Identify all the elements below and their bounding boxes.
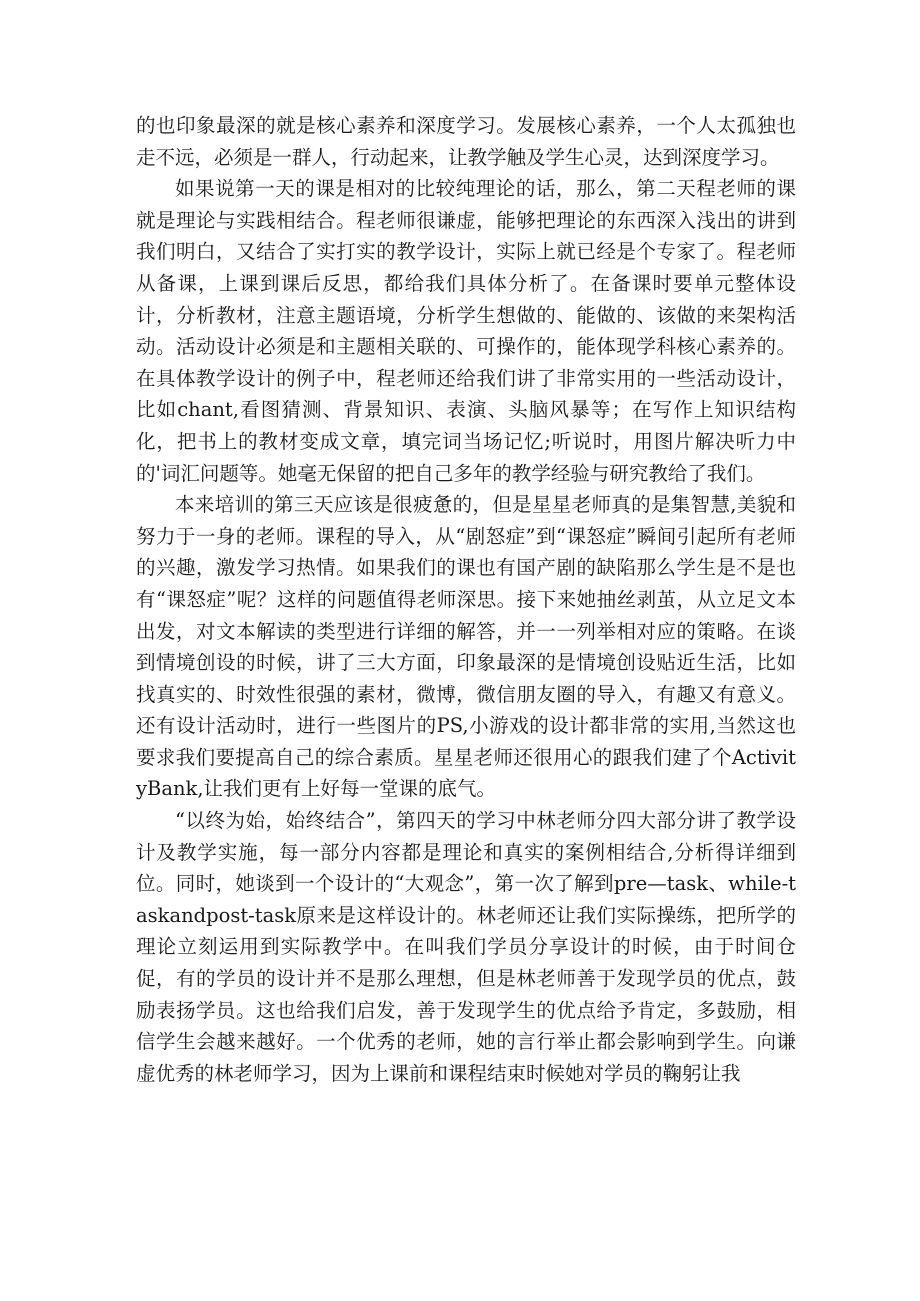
paragraph-day-three: 本来培训的第三天应该是很疲惫的，但是星星老师真的是集智慧,美貌和努力于一身的老师。课程的导入，从“剧怒症”到“课怒症”瞬间引起所有老师的兴趣，激发学习热情。如果我们的课也有国产剧的缺陷那么学生是不是也有“课怒症”呢？这样的问题值得老师深思。接下来她抽丝剥茧，从立足文本出发，对文本解读的类型进行详细的解答，并一一列举相对应的策略。在谈到情境创设的时候，讲了三大方面，印象最深的是情境创设贴近生活，比如找真实的、时效性很强的素材，微博，微信朋友圈的导入，有趣又有意义。还有设计活动时，进行一些图片的PS,小游戏的设计都非常的实用,当然这也要求我们要提高自己的综合素质。星星老师还很用心的跟我们建了个ActivityBank,让我们更有上好每一堂课的底气。 [136,493,796,801]
body-text [136,110,796,1089]
paragraph-continuation: 的也印象最深的就是核心素养和深度学习。发展核心素养，一个人太孤独也走不远，必须是一群人，行动起来，让教学触及学生心灵，达到深度学习。 [136,114,796,169]
paragraph-day-two: 如果说第一天的课是相对的比较纯理论的话，那么，第二天程老师的课就是理论与实践相结合。程老师很谦虚，能够把理论的东西深入浅出的讲到我们明白，又结合了实打实的教学设计，实际上就已经是个专家了。程老师从备课，上课到课后反思，都给我们具体分析了。在备课时要单元整体设计，分析教材，注意主题语境，分析学生想做的、能做的、该做的来架构活动。活动设计必须是和主题相关联的、可操作的，能体现学科核心素养的。在具体教学设计的例子中，程老师还给我们讲了非常实用的一些活动设计，比如chant,看图猜测、背景知识、表演、头脑风暴等；在写作上知识结构化，把书上的教材变成文章，填完词当场记忆;听说时，用图片解决听力中的'词汇问题等。她毫无保留的把自己多年的教学经验与研究教给了我们。 [136,177,796,485]
paragraph-day-four: “以终为始，始终结合”，第四天的学习中林老师分四大部分讲了教学设计及教学实施，每一部分内容都是理论和真实的案例相结合,分析得详细到位。同时，她谈到一个设计的“大观念”，第一次了解到pre—task、while-taskandpost-task原来是这样设计的。林老师还让我们实际操练，把所学的理论立刻运用到实际教学中。在叫我们学员分享设计的时候，由于时间仓促，有的学员的设计并不是那么理想，但是林老师善于发现学员的优点，鼓励表扬学员。这也给我们启发，善于发现学生的优点给予肯定，多鼓励，相信学生会越来越好。一个优秀的老师，她的言行举止都会影响到学生。向谦虚优秀的林老师学习，因为上课前和课程结束时候她对学员的鞠躬让我 [136,809,796,1085]
